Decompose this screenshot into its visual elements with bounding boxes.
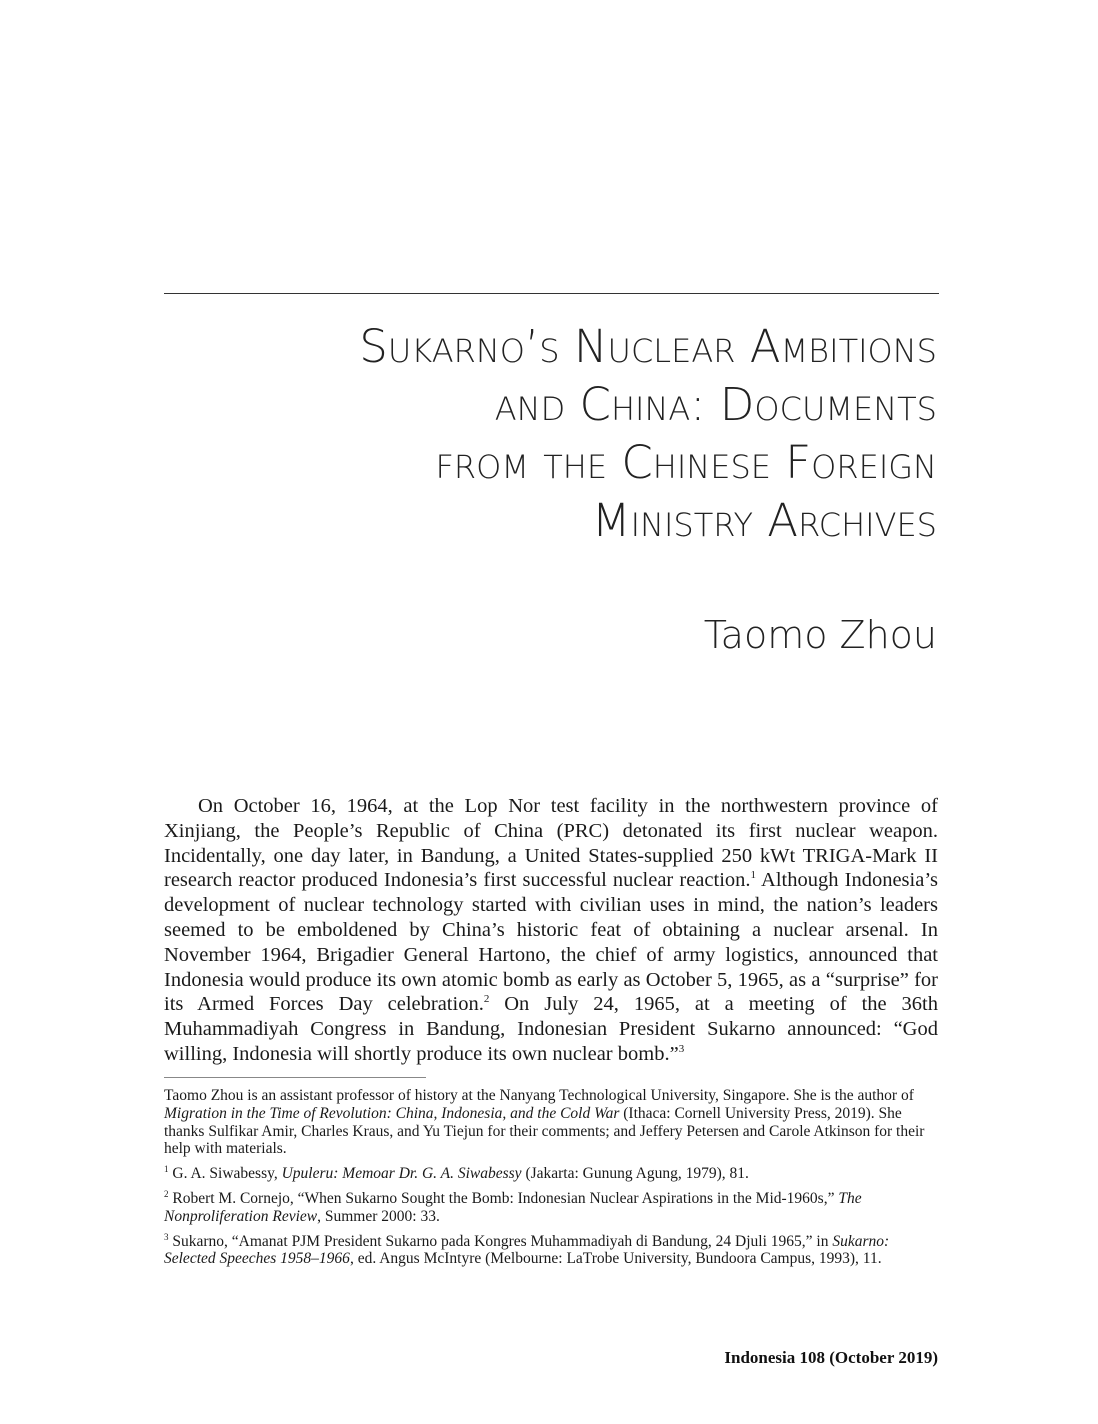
footnote-2-journal: The Nonproliferation Review bbox=[164, 1189, 862, 1225]
article-title bbox=[164, 318, 937, 550]
journal-folio: Indonesia 108 (October 2019) bbox=[724, 1348, 938, 1367]
footnote-1-text-a: G. A. Siwabessy, bbox=[168, 1165, 282, 1183]
article-title-line-3: from the Chinese Foreign bbox=[435, 436, 937, 489]
footnote-2-number: 2 bbox=[164, 1188, 169, 1199]
author-note bbox=[164, 1087, 938, 1158]
footnote-separator bbox=[164, 1077, 426, 1078]
footnote-3-title: Sukarno: Selected Speeches 1958–1966 bbox=[164, 1232, 890, 1268]
footnote-1-number: 1 bbox=[164, 1164, 169, 1175]
author-note-book-title: Migration in the Time of Revolution: China, Indonesia, and the Cold War bbox=[164, 1104, 620, 1122]
body-paragraph bbox=[164, 794, 938, 1067]
body-sentence-3: On July 24, 1965, at a meeting of the 36th Muhammadiyah Congress in Bandung, Indonesian President Sukarno announced: “God willing, Indonesia will shortly produce its own nuclear bomb.” bbox=[164, 993, 938, 1065]
footnote-3 bbox=[164, 1233, 938, 1269]
footnote-ref-1[interactable]: 1 bbox=[750, 869, 757, 882]
author-note-text-b: (Ithaca: Cornell University Press, 2019). She thanks Sulfikar Amir, Charles Kraus, and Yu Tiejun for their comments; and Jeffery Petersen and Carole Atkinson for their help with materials. bbox=[164, 1104, 925, 1158]
article-title-line-1: Sukarno’s Nuclear Ambitions bbox=[359, 320, 937, 373]
footnote-3-text-b: , ed. Angus McIntyre (Melbourne: LaTrobe University, Bundoora Campus, 1993), 11. bbox=[349, 1250, 882, 1268]
title-top-rule bbox=[164, 293, 939, 294]
article-title-line-4: Ministry Archives bbox=[591, 494, 937, 547]
author-note-text-a: Taomo Zhou is an assistant professor of history at the Nanyang Technological University, Singapore. She is the author of bbox=[164, 1087, 914, 1104]
article-author: Taomo Zhou bbox=[703, 613, 937, 657]
footnote-1-title: Upuleru: Memoar Dr. G. A. Siwabessy bbox=[281, 1165, 522, 1183]
body-sentence-1: On October 16, 1964, at the Lop Nor test facility in the northwestern province of Xinjiang, the People’s Republic of China (PRC) detonated its first nuclear weapon. Incidentally, one day later, in Bandung, a United States-supplied 250 kWt TRIGA-Mark II research reactor produced Indonesia’s first successful nuclear reaction. bbox=[164, 795, 938, 892]
footnote-2-text-b: , Summer 2000: 33. bbox=[317, 1207, 440, 1225]
footnote-ref-3[interactable]: 3 bbox=[678, 1043, 685, 1056]
article-title-line-2: and China: Documents bbox=[494, 378, 937, 431]
footnote-2 bbox=[164, 1190, 938, 1226]
footnote-3-text-a: Sukarno, “Amanat PJM President Sukarno pada Kongres Muhammadiyah di Bandung, 24 Djuli 1965,” in bbox=[168, 1232, 833, 1250]
footnote-3-number: 3 bbox=[164, 1231, 169, 1242]
footnote-ref-2[interactable]: 2 bbox=[483, 993, 490, 1006]
footnotes bbox=[164, 1087, 938, 1275]
footnote-1-text-b: (Jakarta: Gunung Agung, 1979), 81. bbox=[521, 1165, 749, 1183]
body-sentence-2: Although Indonesia’s development of nuclear technology started with civilian uses in mind, the nation’s leaders seemed to be emboldened by China’s historic feat of obtaining a nuclear arsenal. In November 1964, Brigadier General Hartono, the chief of army logistics, announced that Indonesia would produce its own atomic bomb as early as October 5, 1965, as a “surprise” for its Armed Forces Day celebration. bbox=[164, 869, 938, 1016]
footnote-2-text-a: Robert M. Cornejo, “When Sukarno Sought the Bomb: Indonesian Nuclear Aspirations in the Mid-1960s,” bbox=[168, 1189, 839, 1207]
footnote-1 bbox=[164, 1165, 938, 1183]
